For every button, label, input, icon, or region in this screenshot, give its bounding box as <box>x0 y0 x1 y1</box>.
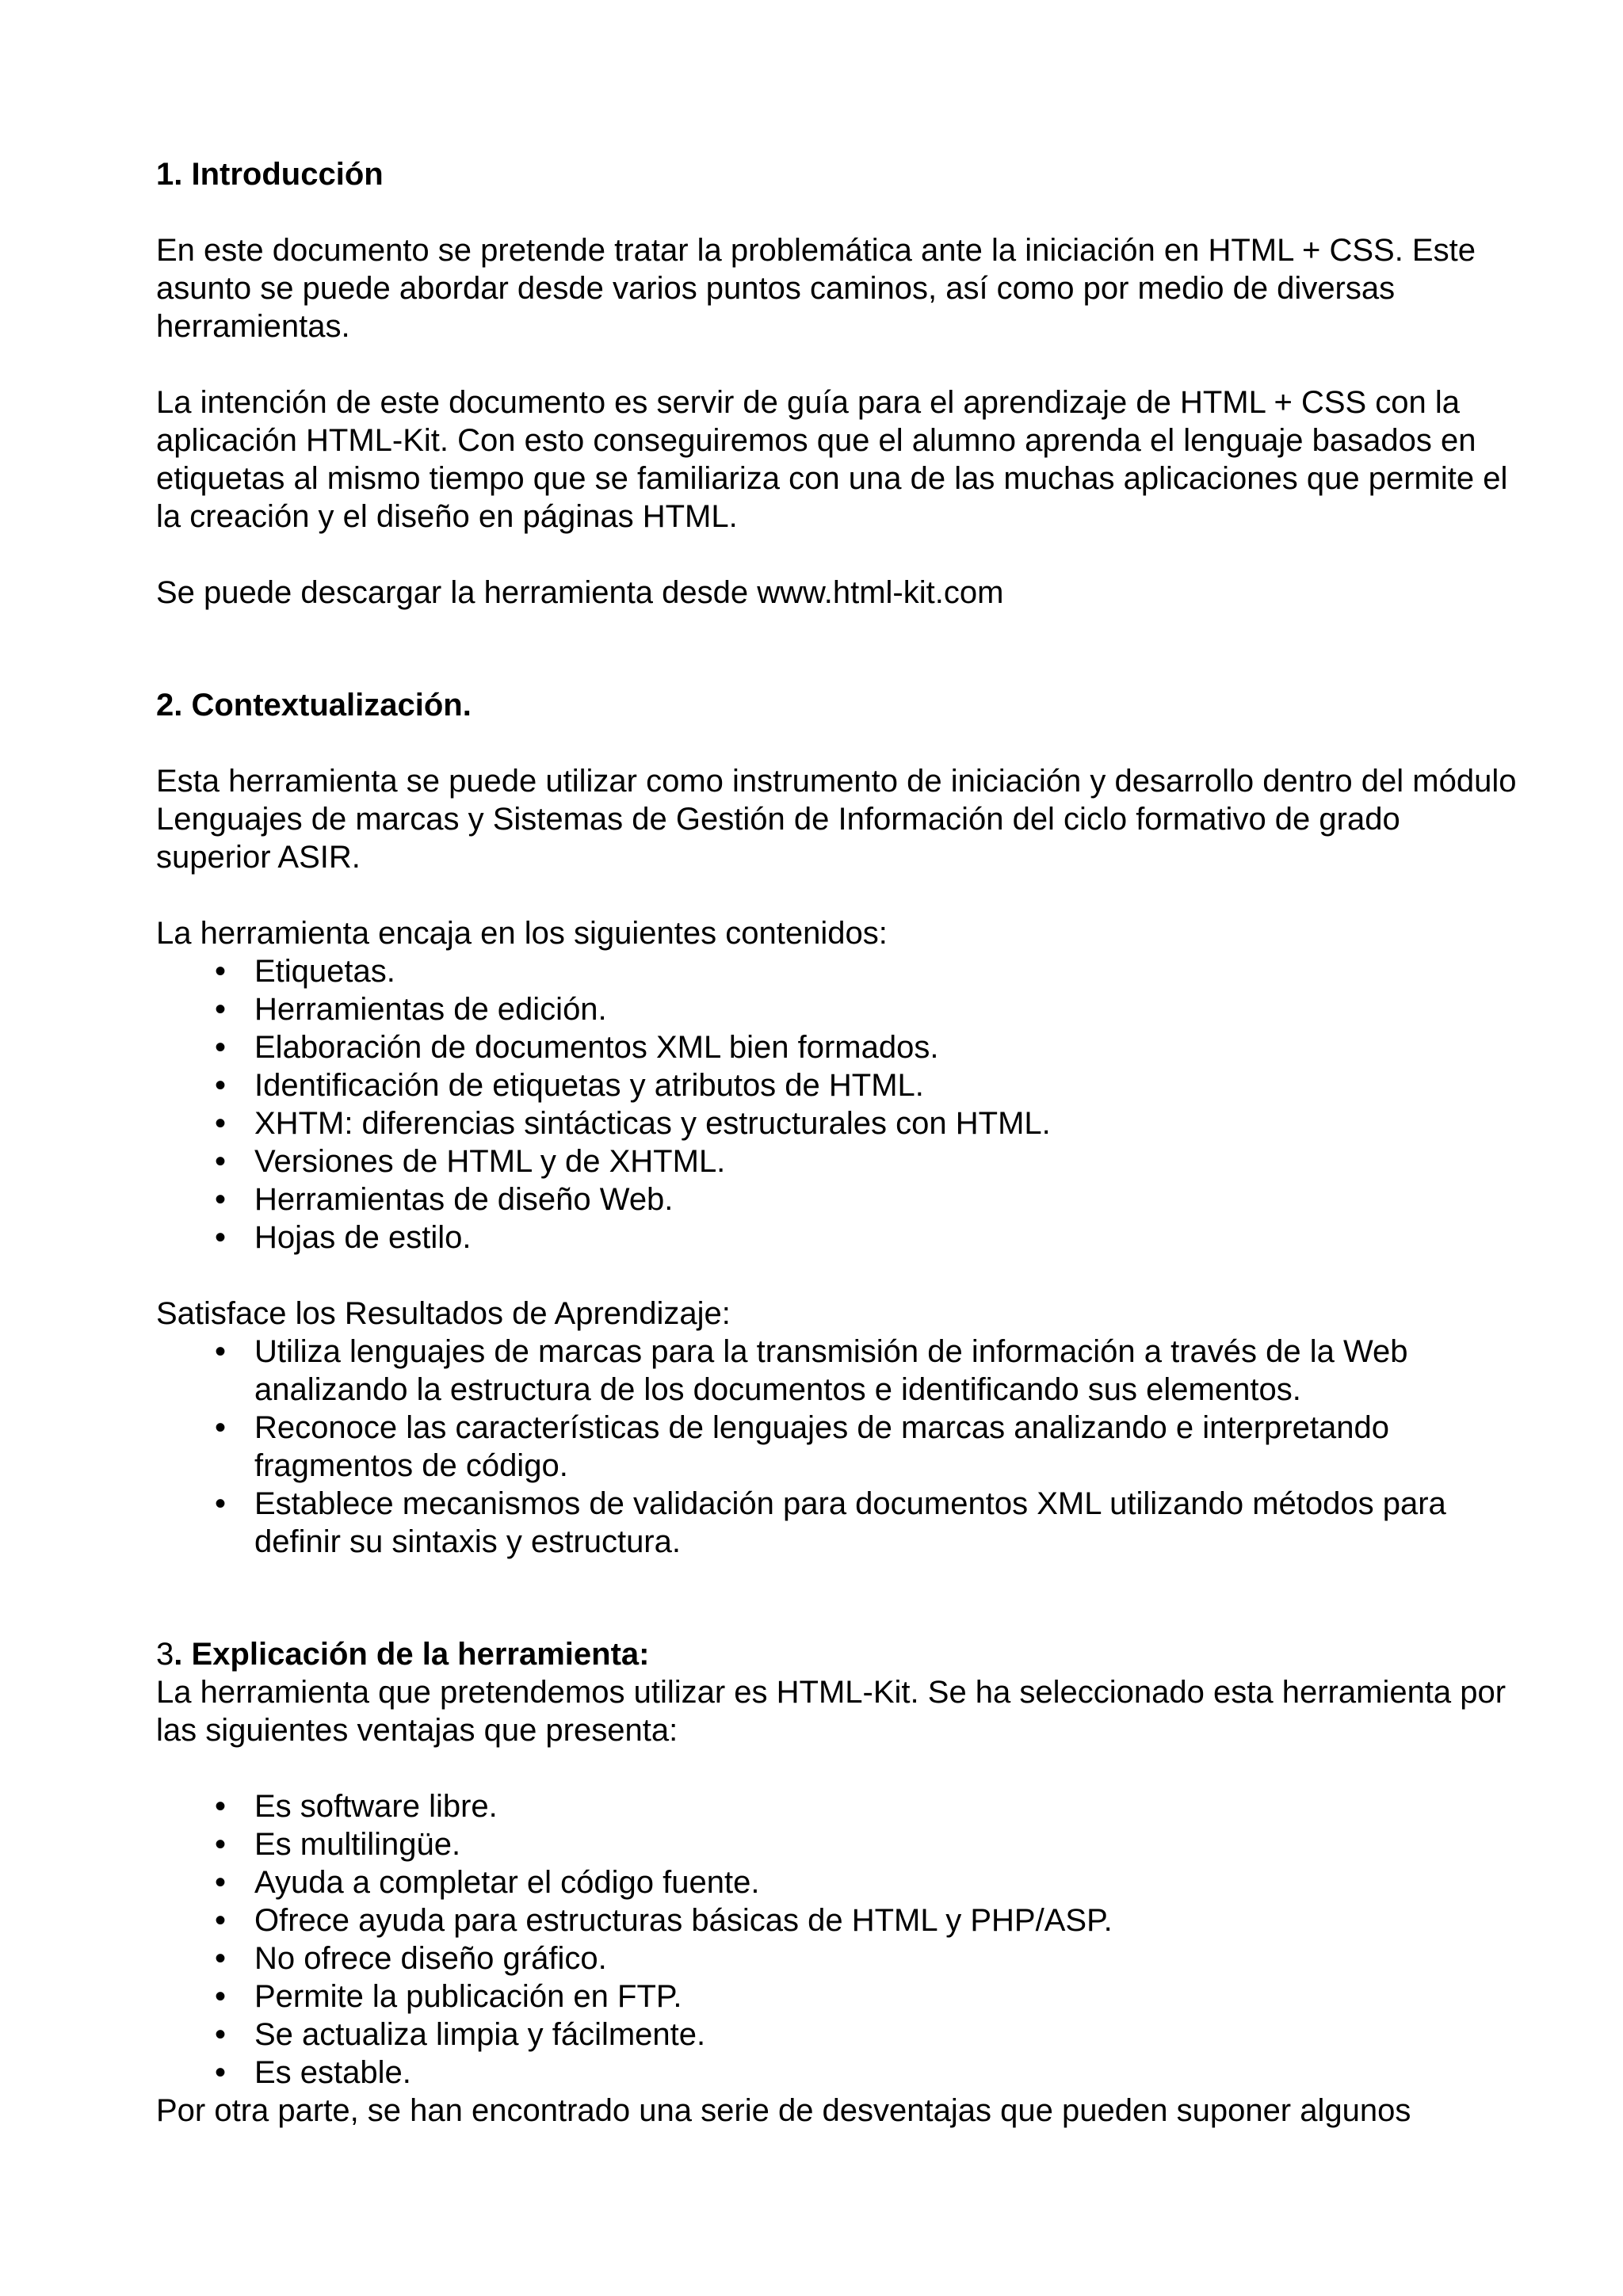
list-item: • Se actualiza limpia y fácilmente. <box>156 2016 1519 2054</box>
list-item: • Versiones de HTML y de XHTML. <box>156 1142 1519 1180</box>
list-item: • Utiliza lenguajes de marcas para la transmisión de información a través de la Web analizando la estructura de los documentos e identificando sus elementos. <box>156 1333 1519 1409</box>
bullet-icon: • <box>214 992 226 1027</box>
list-item: • Herramientas de edición. <box>156 990 1519 1028</box>
contents-list <box>156 952 1519 1257</box>
intro-paragraph-2: La intención de este documento es servir de guía para el aprendizaje de HTML + CSS con la aplicación HTML-Kit. Con esto conseguiremos que el alumno aprenda el lenguaje basados en etiquetas al mismo tiempo que se familiariza con una de las muchas aplicaciones que permite el la creación y el diseño en páginas HTML. <box>156 385 1508 534</box>
bullet-icon: • <box>214 1410 226 1445</box>
intro-paragraph-1: En este documento se pretende tratar la problemática ante la iniciación en HTML + CSS. Este asunto se puede abordar desde varios puntos caminos, así como por medio de diversas herramientas. <box>156 233 1476 344</box>
heading-dot: . <box>174 1637 183 1672</box>
list-item: • Herramientas de diseño Web. <box>156 1180 1519 1219</box>
list-item: • No ofrece diseño gráfico. <box>156 1939 1519 1978</box>
list-item: • Es multilingüe. <box>156 1825 1519 1863</box>
list-item: • Elaboración de documentos XML bien formados. <box>156 1028 1519 1066</box>
section-heading-introduccion: 1. Introducción <box>156 157 384 192</box>
heading-number: 3 <box>156 1637 174 1672</box>
bullet-icon: • <box>214 1068 226 1103</box>
advantages-list <box>156 1787 1519 2092</box>
document-content <box>156 155 1519 2130</box>
bullet-icon: • <box>214 1865 226 1900</box>
intro-paragraph-3: Se puede descargar la herramienta desde www.html-kit.com <box>156 575 1004 610</box>
tool-paragraph-2: Por otra parte, se han encontrado una serie de desventajas que pueden suponer algunos <box>156 2093 1411 2128</box>
heading-text: Explicación de la herramienta: <box>191 1637 650 1672</box>
list-item: • Es software libre. <box>156 1787 1519 1825</box>
section-heading-explicacion <box>156 1635 1519 1673</box>
tool-paragraph-1: La herramienta que pretendemos utilizar es HTML-Kit. Se ha seleccionado esta herramienta por las siguientes ventajas que presenta: <box>156 1675 1507 1748</box>
list-item: • Es estable. <box>156 2054 1519 2092</box>
list-item: • Reconoce las características de lenguajes de marcas analizando e interpretando fragmentos de código. <box>156 1409 1519 1485</box>
bullet-icon: • <box>214 2055 226 2090</box>
bullet-icon: • <box>214 1486 226 1521</box>
bullet-icon: • <box>214 1182 226 1217</box>
bullet-icon: • <box>214 1941 226 1976</box>
bullet-icon: • <box>214 1903 226 1938</box>
list-item: • Ayuda a completar el código fuente. <box>156 1863 1519 1901</box>
bullet-icon: • <box>214 1334 226 1369</box>
list-item: • Establece mecanismos de validación para documentos XML utilizando métodos para definir su sintaxis y estructura. <box>156 1485 1519 1561</box>
bullet-icon: • <box>214 2017 226 2052</box>
bullet-icon: • <box>214 1144 226 1179</box>
list-item: • Hojas de estilo. <box>156 1219 1519 1257</box>
bullet-icon: • <box>214 1030 226 1065</box>
list-item: • Permite la publicación en FTP. <box>156 1978 1519 2016</box>
list-item: • Ofrece ayuda para estructuras básicas de HTML y PHP/ASP. <box>156 1901 1519 1939</box>
bullet-icon: • <box>214 1789 226 1824</box>
list-item: • XHTM: diferencias sintácticas y estructurales con HTML. <box>156 1104 1519 1142</box>
list-item: • Identificación de etiquetas y atributos de HTML. <box>156 1066 1519 1104</box>
bullet-icon: • <box>214 1979 226 2014</box>
list-item: • Etiquetas. <box>156 952 1519 990</box>
results-list <box>156 1333 1519 1561</box>
bullet-icon: • <box>214 954 226 989</box>
context-paragraph-1: Esta herramienta se puede utilizar como instrumento de iniciación y desarrollo dentro del módulo Lenguajes de marcas y Sistemas de Gestión de Información del ciclo formativo de grado superior ASIR. <box>156 764 1517 875</box>
bullet-icon: • <box>214 1106 226 1141</box>
bullet-icon: • <box>214 1220 226 1255</box>
results-intro: Satisface los Resultados de Aprendizaje: <box>156 1296 731 1331</box>
bullet-icon: • <box>214 1827 226 1862</box>
contents-intro: La herramienta encaja en los siguientes contenidos: <box>156 916 888 951</box>
section-heading-contextualizacion: 2. Contextualización. <box>156 688 472 723</box>
